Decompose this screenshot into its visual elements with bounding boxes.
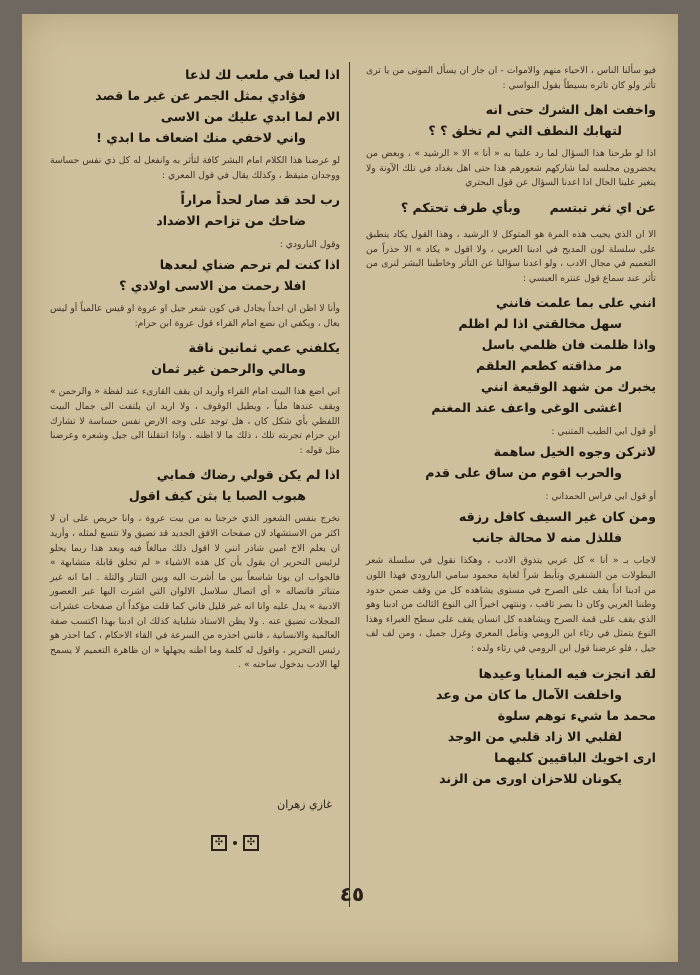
verse-line: واني لاخفي منك اضعاف ما ابدي ! [96, 130, 306, 145]
paragraph: نخرج بنفس الشعور الذي خرجنا به من بيت عروة ، وانا حريص على ان لا اكثر من الاستشهاد لان صفحات الافق الجديد قد تضيق ولا تتسع لمثله ، وأريد ان يعلم الاخ امين شاذر انني لا اقول ذلك مبالغاً فيه وبعد هذا ربما يحلو لرئيس التحرير ان يقول بأن كل هذه الاشياء « لم تخلق قابلة متشابهة » فالجواب ان يونا شاسعاً بين ما أشرت اليه وبين التتار والتلة . اما انه غير متناثر فاتصاله « أي اتصال سلاسل الالوان التي اشرت اليها عبر العصور الادبية » يدل عليه وانا انه غير قليل فاني كما قلت مؤكداً ان صفحات عشرات المجلات تضيق عنه . ولا يظن الاستاذ شلباية كذلك ان ادبنا بهذا اكتسب صفة العالمية والانسانية ، فانني احذره من السرعة في القاء الاحكام ، كما احذر هو رئيس التحرير ، واقول له كلمة وما اظنه يجهلها « ان ظاهرة التعميم لا يسمح لها الادب بدخول ساحته » . [50, 513, 340, 671]
verse-line: لقد انجزت فيه المنايا وعيدها [478, 665, 656, 681]
verse-line: فللذل منه لا محالة جانب [471, 530, 622, 546]
paragraph: اذا لو طرحنا هذا السؤال لما رد علينا به « أنا » الا « الرشيد » ، وبعض من يحضرون مجلسه لما شاركهم شعورهم هذا حتى اهل بغداد في تلك الآونة ولا يتغير علينا الحال اذا اعدنا السؤال عن قول البحتري [366, 148, 656, 189]
verse-line: رب لحد قد صار لحداً مراراً [180, 192, 340, 208]
verse-block [366, 663, 656, 789]
paragraph: فيو سألنا الناس ، الاحياء منهم والاموات - ان جاز ان يسأل الموتى من يا ترى تأثر ولو كان تاثره بسيطاً بقول النواسي : [366, 65, 656, 91]
paragraph: اني اضع هذا البيت امام القراء وأريد ان يقف القارىء عند لفظة « والرحمن » ويقف عندها ملياً ، ويطيل الوقوف ، ولا اريد ان يلتفت الى جمال البيت اللفظي بأي شكل كان ، هل توجد على وجه الارض نفس حساسة لا تشارك ابن حزام تجربته تلك ، ذلك ما لا اظنه . واذا انتقلنا الى جيل وشعره وعرضنا مثل قوله : [50, 386, 340, 456]
verse-block [366, 506, 656, 548]
verse-line: اذا لم يكن قولي رضاك فمابي [156, 467, 340, 483]
verse-block [50, 64, 340, 148]
verse-line: لتهابك النطف التي لم تخلق ؟ ؟ [428, 123, 622, 139]
verse-line: هبوب الصبا يا بثن كيف اقول [128, 488, 306, 504]
verse-block [50, 254, 340, 296]
verse-line: مر مذاقته كطعم العلقم [475, 358, 622, 374]
verse-block [50, 337, 340, 379]
page-number: ٤٥ [339, 882, 365, 906]
paragraph: وأنا لا اظن ان احداً يجادل في كون شعر جيل او عروة او قيس عالمياً أو ليس بعال ، ويكفي ان نضع امام القراء قول عروة ابن حزام: [50, 303, 340, 329]
verse-block [366, 99, 656, 141]
verse-line: وبأي طرف تحتكم ؟ [400, 199, 521, 215]
verse-line: عن اي ثغر تبتسم [549, 199, 656, 215]
verse-line: انني على بما علمت فانني [496, 295, 656, 311]
ornament-square-icon: ✣ [211, 835, 227, 851]
verse-line: الام لما ابدي عليك من الاسى [160, 109, 340, 124]
verse-line: والحرب اقوم من ساق على قدم [425, 465, 622, 481]
verse-line: واخفت اهل الشرك حتى انه [485, 102, 656, 118]
intro-line: أو قول ابي فراس الحمداني : [545, 491, 656, 503]
verse-line: ومالي والرحمن غير ثمان [151, 361, 306, 377]
verse-line: محمد ما شيء توهم سلوة [497, 707, 656, 723]
verse-block [50, 464, 340, 506]
verse-line: واخلفت الآمال ما كان من وعد [436, 686, 622, 702]
paragraph: الا ان الذي يجيب هذه المرة هو المتوكل لا الرشيد ، وهذا القول يكاد ينطبق على سلسلة لون المديح في ادبنا العربي ، ولا اقول « يكاد » الا حذراً من التعميم في مجال الادب ، ولو اعدنا سؤالنا عن التأثر وخاطبنا البشر لنرى من تأثر عند سماع قول عنتره العبسي : [366, 228, 656, 284]
verse-line: ضاحك من تزاحم الاضداد [156, 213, 306, 229]
verse-line: اذا كنت لم ترحم ضناي لبعدها [159, 257, 340, 273]
verse-line: واذا ظلمت فان ظلمي باسل [481, 337, 656, 353]
verse-block [366, 197, 656, 222]
verse-block [366, 292, 656, 418]
author-signature: غازي زهران [277, 798, 332, 811]
intro-line: أو قول ابي الطيب المتنبي : [551, 426, 656, 438]
intro-line: وقول البارودي : [279, 239, 340, 251]
ornament-square-icon: ✣ [243, 835, 259, 851]
verse-line: سهل مخالقتي اذا لم اظلم [458, 316, 622, 332]
verse-block [50, 189, 340, 231]
column-divider [349, 62, 350, 907]
ornament-dot-icon [233, 841, 237, 845]
paragraph: لاجاب بـ « أنا » كل عربي يتذوق الادب ، وهكذا نقول في سلسلة شعر البطولات من الشنفري وتأبط شراً لغاية محمود سامي البارودي فهذا اللون من ادبنا اذاً يقف على الصرح في مستوى يشاهده كل من وقف ضمن حدود وطننا العربي وكان ذا بصر ثاقب ، وننتهي اخيراً الى النوع الثالث من ادبنا وهو الذي يقف على قمة الصرح ويشاهده كل انسان يقف على سطح الغبراء وهذا النوع يتمثل في رثاء ابن الرومي وتأمل المعري وغزل جميل ، ومن لف لف جيل ، فلو عرضنا قول ابن الرومي في رثاء ولده : [366, 555, 656, 654]
right-column [366, 64, 656, 795]
verse-line: فؤادي بمثل الجمر عن غير ما قصد [95, 88, 306, 103]
verse-line: ارى اخويك الباقيين كليهما [494, 749, 656, 765]
verse-line: يكلفني عمي ثمانين ناقة [188, 340, 340, 356]
paragraph: لو عرضنا هذا الكلام امام البشر كافة لتأثر به وانفعل له كل ذي نفس حساسة ووجدان متيقظ ، وكذلك يقال في قول المعري : [50, 155, 340, 181]
magazine-page [22, 14, 678, 962]
verse-line: ومن كان غير السيف كافل رزقه [458, 509, 656, 525]
verse-line: لاتركن وجوه الخيل ساهمة [493, 444, 656, 460]
verse-line: افلا رحمت من الاسى اولادي ؟ [119, 278, 306, 294]
verse-line: اغشى الوغى واعف عند المغنم [431, 400, 622, 416]
verse-block [366, 441, 656, 483]
verse-line: يخبرك من شهد الوقيعة انني [481, 379, 656, 395]
verse-line: لقلبي الا زاد قلبي من الوجد [447, 728, 622, 744]
verse-line: اذا لعبا في ملعب لك لذعا [185, 67, 340, 82]
left-column [50, 64, 340, 679]
ornament [190, 832, 280, 854]
verse-line: يكونان للاحزان اورى من الزند [439, 770, 622, 786]
